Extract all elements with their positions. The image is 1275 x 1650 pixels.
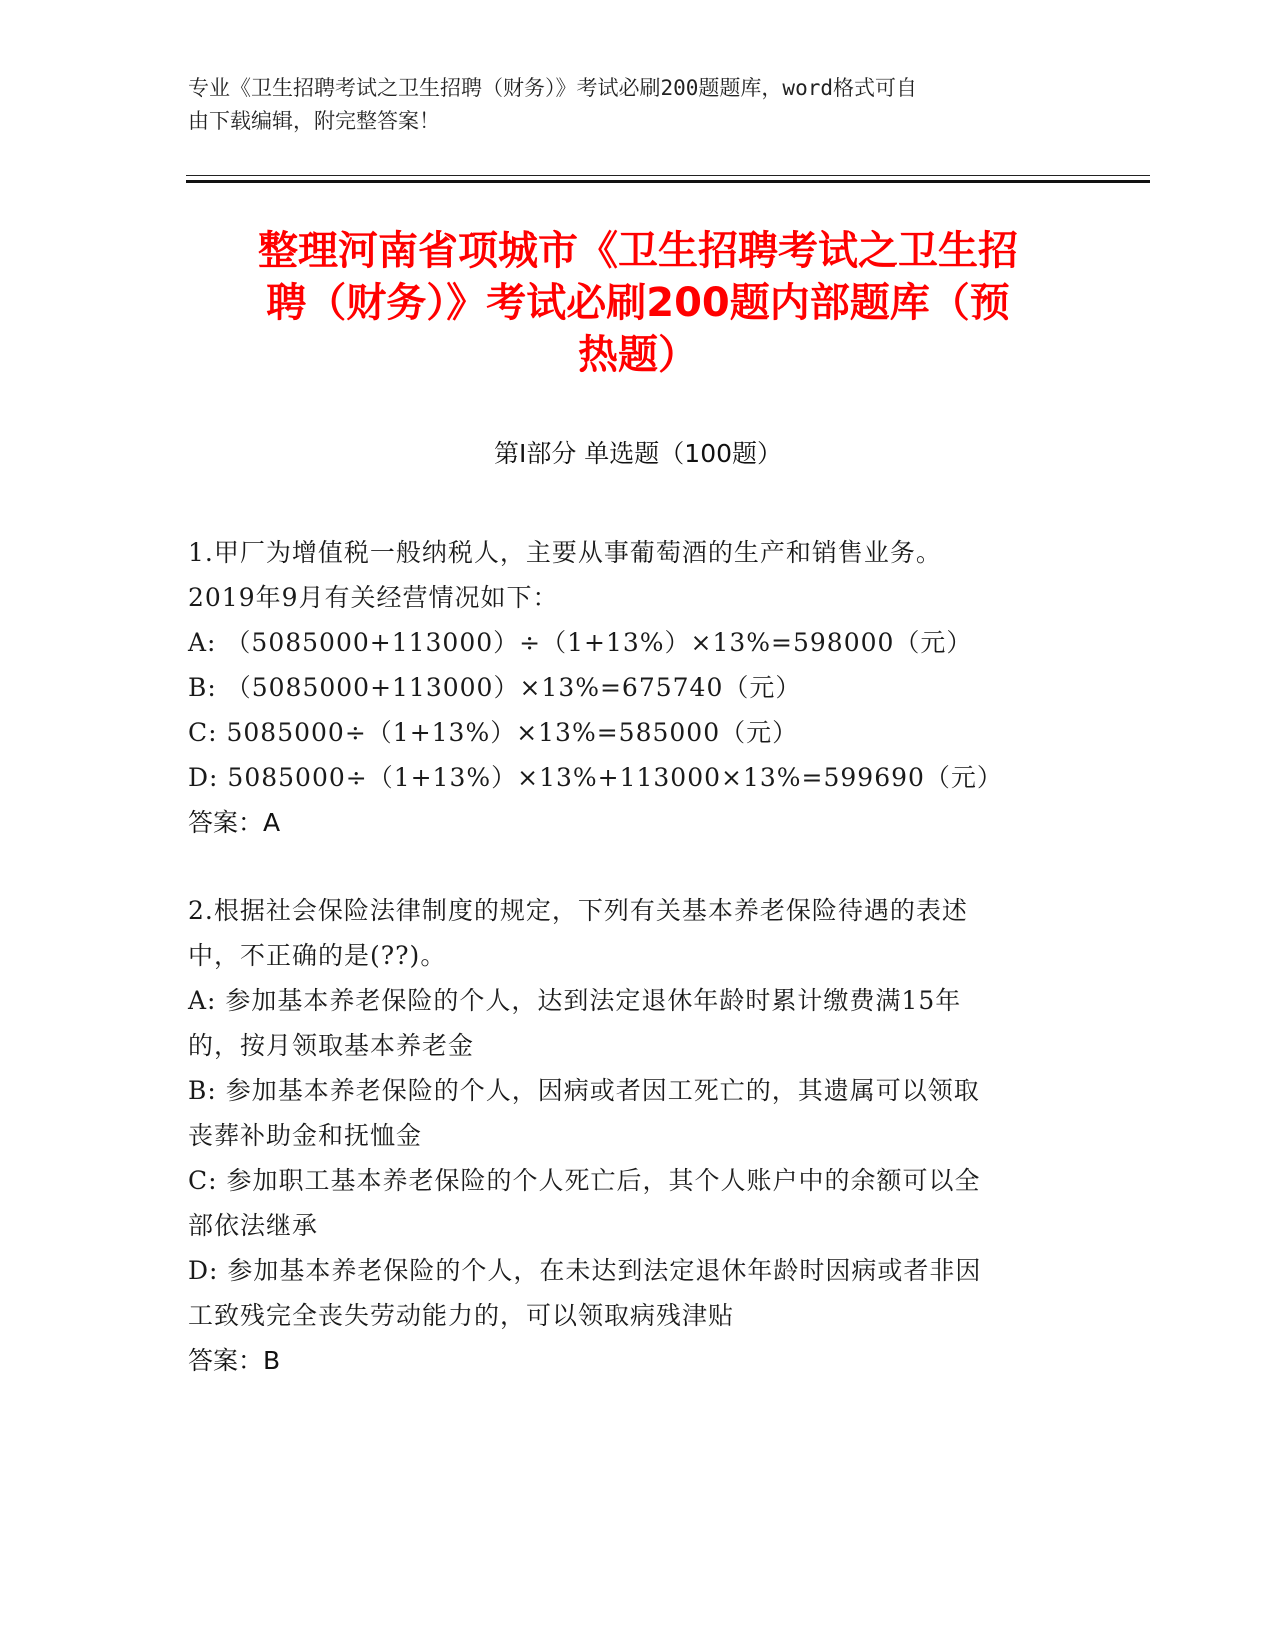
header-note xyxy=(188,72,1068,138)
title-line-2: 聘（财务）》考试必刷200题内部题库（预 xyxy=(266,280,1010,326)
header-note-line-2: 由下载编辑，附完整答案！ xyxy=(188,109,440,133)
option-a-line-1: A: 参加基本养老保险的个人，达到法定退休年龄时累计缴费满15年 xyxy=(188,986,962,1015)
answer-text: 答案：A xyxy=(188,808,281,837)
section-heading: 第Ⅰ部分 单选题（100题） xyxy=(493,439,783,468)
question-1 xyxy=(188,530,1088,845)
option-c-line-2: 部依法继承 xyxy=(188,1211,319,1240)
header-note-line-1: 专业《卫生招聘考试之卫生招聘（财务）》考试必刷200题题库，word格式可自 xyxy=(188,76,917,100)
question-stem-line: 2.根据社会保险法律制度的规定，下列有关基本养老保险待遇的表述 xyxy=(188,896,968,925)
option-a-line-2: 的，按月领取基本养老金 xyxy=(188,1031,475,1060)
option-c-line-1: C: 参加职工基本养老保险的个人死亡后，其个人账户中的余额可以全 xyxy=(188,1166,981,1195)
option-d-line-1: D: 参加基本养老保险的个人，在未达到法定退休年龄时因病或者非因 xyxy=(188,1256,982,1285)
title-line-3: 热题） xyxy=(578,332,698,378)
option-d: D: 5085000÷（1+13%）×13%+113000×13%=599690（元） xyxy=(188,763,1003,792)
question-stem-line: 1.甲厂为增值税一般纳税人，主要从事葡萄酒的生产和销售业务。 xyxy=(188,538,942,567)
question-stem-line: 中，不正确的是(??)。 xyxy=(188,941,447,970)
option-b-line-2: 丧葬补助金和抚恤金 xyxy=(188,1121,423,1150)
option-d-line-2: 工致残完全丧失劳动能力的，可以领取病残津贴 xyxy=(188,1301,735,1330)
question-2 xyxy=(188,888,1088,1383)
option-b: B: （5085000+113000）×13%=675740（元） xyxy=(188,673,802,702)
option-b-line-1: B: 参加基本养老保险的个人，因病或者因工死亡的，其遗属可以领取 xyxy=(188,1076,980,1105)
header-divider-thick xyxy=(186,180,1150,183)
option-c: C: 5085000÷（1+13%）×13%=585000（元） xyxy=(188,718,799,747)
question-stem-line: 2019年9月有关经营情况如下： xyxy=(188,583,559,612)
option-a: A: （5085000+113000）÷（1+13%）×13%=598000（元） xyxy=(188,628,973,657)
title-line-1: 整理河南省项城市《卫生招聘考试之卫生招 xyxy=(258,228,1018,274)
answer-text: 答案：B xyxy=(188,1346,281,1375)
header-divider-thin xyxy=(186,175,1150,176)
document-title xyxy=(188,225,1088,381)
